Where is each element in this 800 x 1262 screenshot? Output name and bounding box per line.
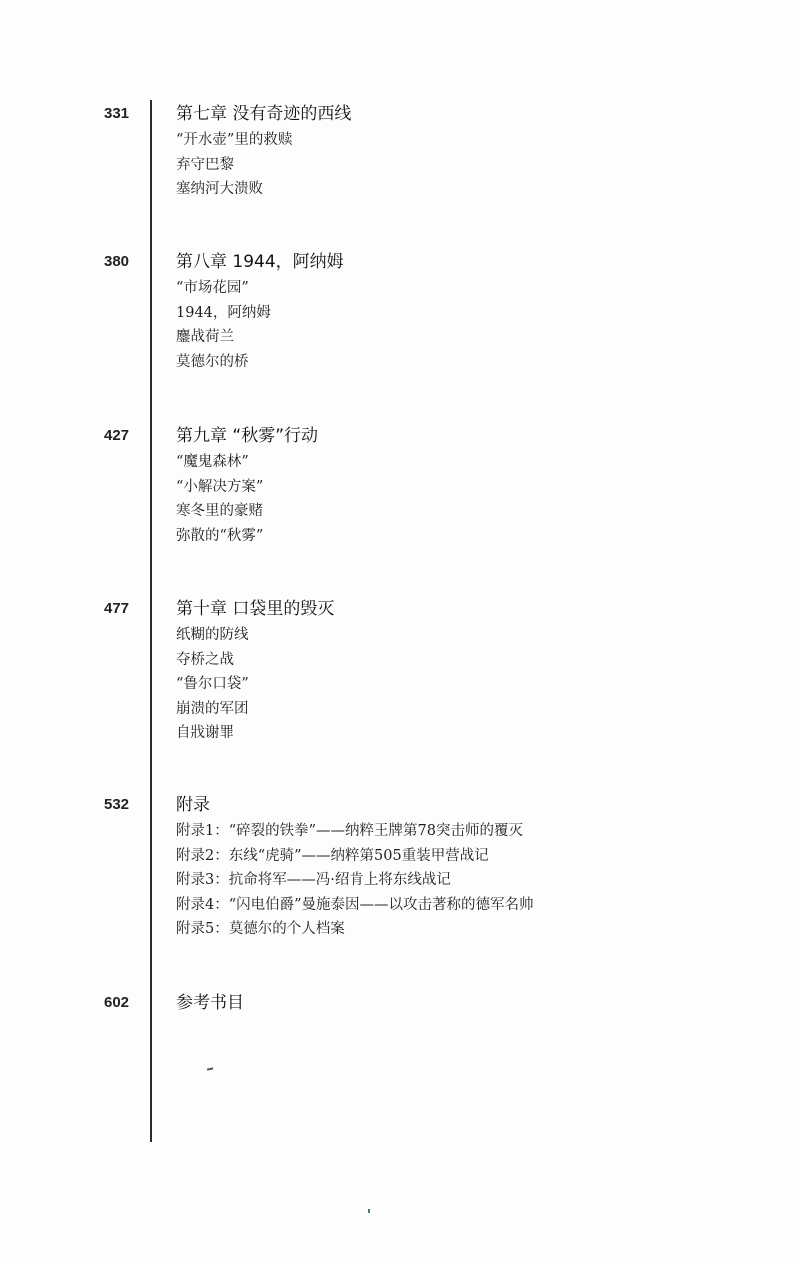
section-item: 弃守巴黎: [176, 156, 234, 173]
page-number: 331: [104, 105, 130, 122]
chapter-title: 第九章 “秋雾”行动: [176, 426, 319, 446]
chapter-title: 参考书目: [176, 993, 244, 1013]
section-item: “小解决方案”: [176, 478, 264, 495]
page-number: 602: [104, 994, 130, 1011]
section-list: [176, 819, 534, 942]
section-item: 弥散的“秋雾”: [176, 527, 264, 544]
scan-speck: [207, 1067, 213, 1070]
section-item: 寒冬里的豪赌: [176, 503, 263, 519]
section-item: 纸糊的防线: [176, 627, 249, 643]
section-item: 自戕谢罪: [176, 725, 234, 741]
section-list: [176, 276, 271, 374]
chapter-title: 第七章 没有奇迹的西线: [176, 104, 352, 124]
page-number: 380: [104, 253, 130, 270]
section-list: [176, 623, 249, 746]
section-item: “开水壶”里的救赎: [176, 132, 293, 148]
page-number: 427: [104, 427, 130, 444]
section-item: 附录4：“闪电伯爵”曼施泰因——以攻击著称的德军名帅: [176, 896, 534, 913]
page-number: 477: [104, 600, 130, 617]
section-item: “魔鬼森林”: [176, 454, 249, 470]
chapter-title: 第十章 口袋里的毁灭: [176, 599, 335, 619]
section-list: [176, 450, 263, 548]
chapter-title: 第八章 1944，阿纳姆: [176, 252, 344, 272]
chapter-title: 附录: [176, 795, 210, 815]
section-item: 附录2：东线“虎骑”——纳粹第505重装甲营战记: [176, 847, 489, 864]
section-item: 塞纳河大溃败: [176, 181, 263, 197]
section-item: 附录5：莫德尔的个人档案: [176, 921, 345, 937]
section-list: [176, 128, 292, 202]
section-item: 鏖战荷兰: [176, 329, 234, 345]
section-item: 莫德尔的桥: [176, 353, 249, 370]
section-item: 附录1：“碎裂的铁拳”——纳粹王牌第78突击师的覆灭: [176, 823, 523, 839]
section-item: “市场花园”: [176, 280, 249, 296]
scan-speck: [368, 1209, 370, 1213]
section-item: 夺桥之战: [176, 651, 234, 668]
section-item: 1944，阿纳姆: [176, 304, 271, 321]
section-item: 附录3：抗命将军——冯·绍肯上将东线战记: [176, 872, 451, 888]
vertical-divider-line: [150, 100, 152, 1142]
section-item: 崩溃的军团: [176, 700, 249, 717]
page-number: 532: [104, 796, 130, 813]
section-item: “鲁尔口袋”: [176, 676, 249, 692]
